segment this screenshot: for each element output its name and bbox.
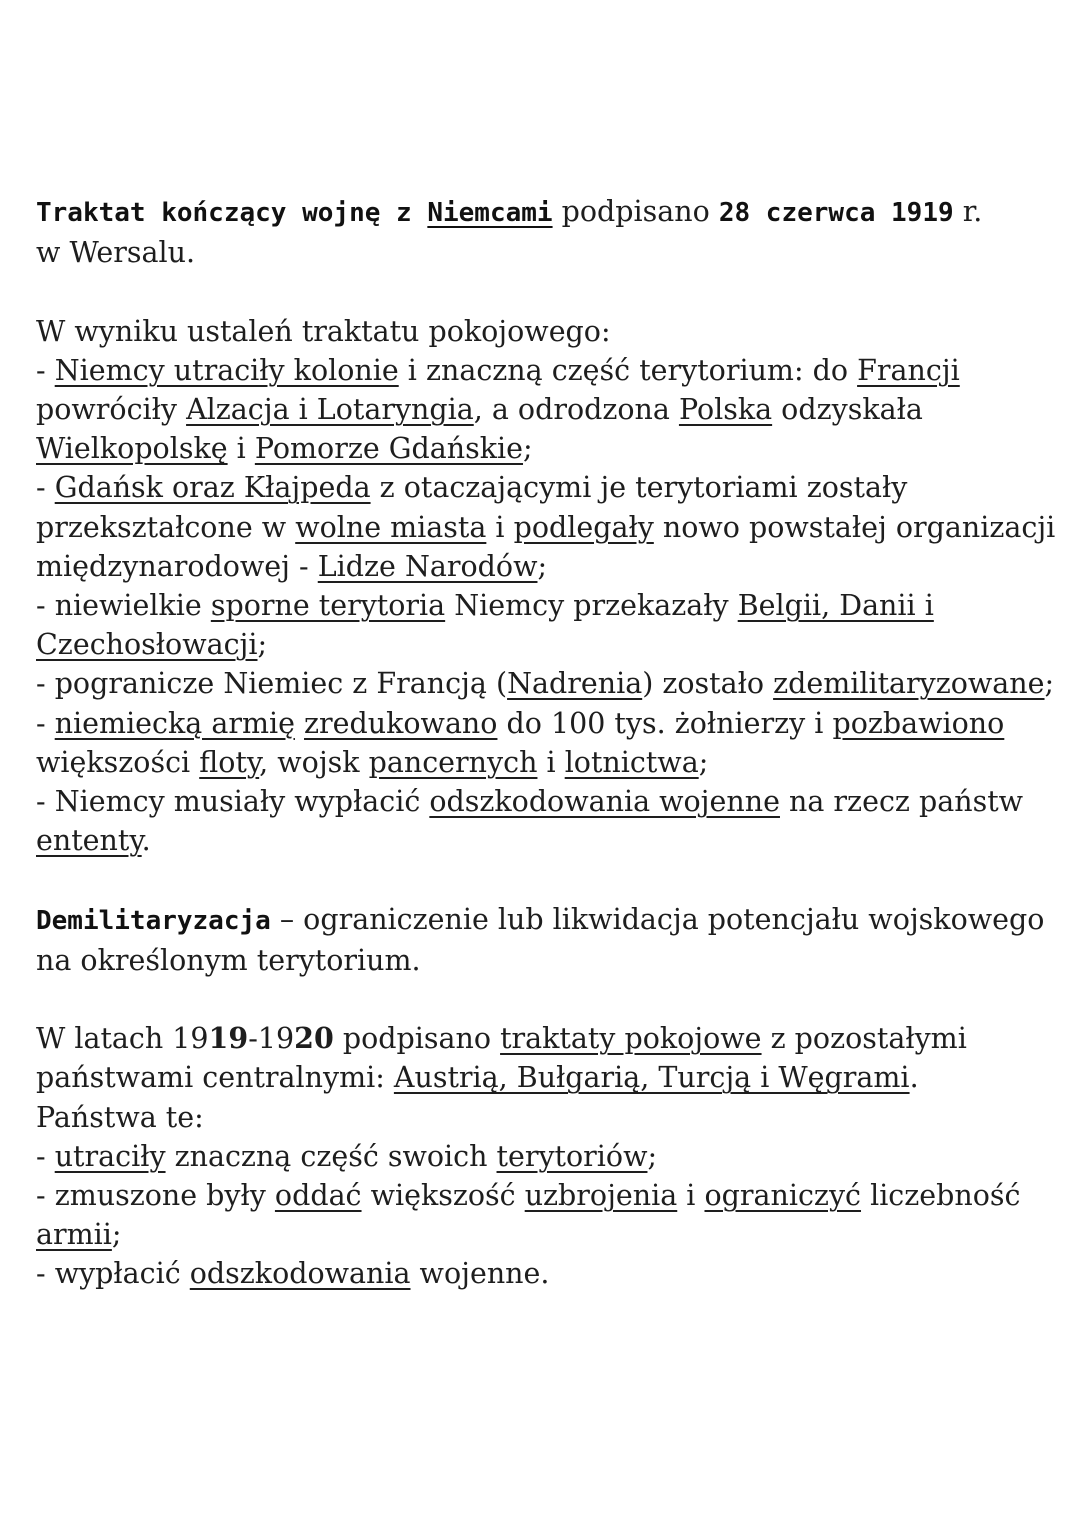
text-segment: - niewielkie <box>36 589 211 623</box>
text-segment: ; <box>523 432 533 466</box>
text-segment: podpisano <box>552 195 719 228</box>
text-segment: ; <box>111 1218 122 1252</box>
underlined-term: lotnictwa <box>564 745 699 779</box>
text-segment: . <box>909 1061 919 1095</box>
text-segment: podpisano <box>333 1022 501 1056</box>
text-segment: na określonym terytorium. <box>36 943 421 977</box>
text-segment: W wyniku ustaleń traktatu pokojowego: <box>36 314 611 348</box>
underlined-term: Nadrenia <box>507 667 643 701</box>
text-line <box>36 941 1046 980</box>
text-segment: większości <box>36 745 200 779</box>
paragraph-definition <box>36 900 1046 980</box>
text-line <box>36 312 1046 351</box>
text-segment: ; <box>1044 667 1055 701</box>
underlined-term: uzbrojenia <box>524 1179 678 1213</box>
underlined-term: Gdańsk oraz Kłajpeda <box>54 471 371 505</box>
underlined-term: odszkodowania <box>189 1257 411 1291</box>
text-segment: -19 <box>248 1022 295 1056</box>
underlined-term: Czechosłowacji <box>36 628 258 662</box>
text-line <box>36 664 1055 703</box>
text-segment: - <box>36 1139 55 1173</box>
text-segment: ; <box>698 745 709 779</box>
text-line <box>36 782 1046 821</box>
bold-text: 19 <box>208 1021 249 1056</box>
bold-text: 20 <box>294 1021 334 1056</box>
underlined-term: ententy <box>36 824 142 858</box>
document-page <box>36 192 1056 1333</box>
underlined-term: ograniczyć <box>704 1179 862 1213</box>
text-segment: - <box>36 706 55 740</box>
text-segment: , wojsk <box>259 745 369 779</box>
text-segment: międzynarodowej - <box>36 549 318 583</box>
underlined-term: zredukowano <box>304 706 498 740</box>
text-line <box>36 1254 1046 1293</box>
underlined-term: oddać <box>274 1179 362 1213</box>
text-segment: Niemcy przekazały <box>445 589 738 623</box>
text-segment: z pozostałymi <box>761 1022 967 1056</box>
text-segment: Państwa te: <box>36 1100 204 1134</box>
text-line <box>36 1176 1046 1215</box>
paragraph-other-treaties <box>36 1019 1046 1293</box>
text-line <box>36 1019 1046 1058</box>
text-line <box>36 351 1046 390</box>
underlined-term: traktaty pokojowe <box>500 1022 762 1056</box>
text-segment: ; <box>537 549 548 583</box>
underlined-term: niemiecką armię <box>54 706 295 740</box>
bold-text: Traktat kończący wojnę z <box>36 198 428 228</box>
text-segment: - zmuszone były <box>36 1179 275 1213</box>
underlined-term: Austrią, Bułgarią, Turcją i Węgrami <box>393 1061 910 1095</box>
underlined-term: Wielkopolskę <box>36 432 228 466</box>
underlined-term: odszkodowania wojenne <box>429 785 780 819</box>
text-segment: - <box>36 353 55 387</box>
text-line <box>36 743 1046 782</box>
text-segment: odzyskała <box>772 393 923 426</box>
text-segment: – ograniczenie lub likwidacja potencjału wojskowego <box>270 902 1045 936</box>
text-segment: ) zostało <box>642 667 774 701</box>
text-segment: ; <box>647 1139 658 1173</box>
text-segment: i znaczną część terytorium: do <box>398 353 858 387</box>
text-segment: - pogranicze Niemiec z Francją ( <box>36 667 508 701</box>
underlined-term: Lidze Narodów <box>317 549 538 583</box>
underlined-term: armii <box>36 1218 112 1252</box>
text-segment: na rzecz państw <box>779 785 1024 819</box>
text-segment: przekształcone w <box>36 510 296 544</box>
text-segment: większość <box>361 1179 525 1213</box>
text-segment: W latach 19 <box>36 1022 209 1056</box>
underlined-term: utraciły <box>54 1139 166 1173</box>
text-line <box>36 547 1046 586</box>
text-segment <box>295 707 304 740</box>
text-segment: , a odrodzona <box>473 393 679 426</box>
text-segment: do 100 tys. żołnierzy i <box>497 706 833 740</box>
paragraph-treaty-intro <box>36 192 1046 272</box>
text-segment: nowo powstałej organizacji <box>653 510 1056 544</box>
text-line <box>36 233 1046 272</box>
text-line <box>36 821 1046 860</box>
underlined-term: Niemcy utraciły kolonie <box>54 353 399 387</box>
underlined-term: Belgii, Danii i <box>737 589 934 623</box>
underlined-term: floty <box>199 745 260 779</box>
text-line <box>36 390 1046 429</box>
text-segment: w Wersalu. <box>36 236 196 270</box>
text-segment: . <box>141 824 151 858</box>
underlined-term: Pomorze Gdańskie <box>254 432 524 466</box>
underlined-term: pozbawiono <box>832 706 1005 740</box>
text-segment: powróciły <box>36 393 187 426</box>
bold-text: Demilitaryzacja <box>36 905 271 936</box>
text-segment: r. <box>953 195 983 228</box>
bold-underlined-term: Niemcami <box>427 198 553 228</box>
underlined-term: podlegały <box>513 510 654 544</box>
text-line <box>36 900 1046 941</box>
paragraph-treaty-terms <box>36 312 1056 861</box>
underlined-term: pancernych <box>368 745 538 779</box>
text-segment: znaczną część swoich <box>165 1139 497 1173</box>
text-line <box>36 468 1046 507</box>
text-line <box>36 1215 1046 1254</box>
text-segment: ; <box>257 628 268 662</box>
underlined-term: Alzacja i Lotaryngia <box>186 393 474 426</box>
underlined-term: sporne terytoria <box>210 589 446 623</box>
text-segment: i <box>537 745 565 779</box>
text-line <box>36 1098 1046 1137</box>
text-segment: i <box>677 1179 705 1213</box>
underlined-term: zdemilitaryzowane <box>773 667 1045 701</box>
text-segment: państwami centralnymi: <box>36 1061 394 1095</box>
text-segment: - wypłacić <box>36 1257 190 1291</box>
underlined-term: wolne miasta <box>295 510 487 544</box>
text-segment: liczebność <box>861 1179 1021 1213</box>
underlined-term: Francji <box>857 353 960 387</box>
underlined-term: Polska <box>678 393 773 426</box>
text-segment: - <box>36 471 55 505</box>
text-line <box>36 508 1056 547</box>
text-segment: wojenne. <box>410 1257 550 1291</box>
text-segment: i <box>227 432 255 466</box>
text-segment: i <box>486 510 514 544</box>
text-line <box>36 704 1046 743</box>
text-line <box>36 192 1046 233</box>
text-segment: z otaczającymi je terytoriami zostały <box>370 471 908 505</box>
text-line <box>36 1137 1046 1176</box>
text-segment: - Niemcy musiały wypłacić <box>36 785 430 819</box>
text-line <box>36 586 1046 625</box>
bold-text: 28 czerwca 1919 <box>718 198 954 228</box>
text-line <box>36 1058 1046 1097</box>
text-line <box>36 625 1046 664</box>
underlined-term: terytoriów <box>496 1139 648 1173</box>
text-line <box>36 429 1046 468</box>
